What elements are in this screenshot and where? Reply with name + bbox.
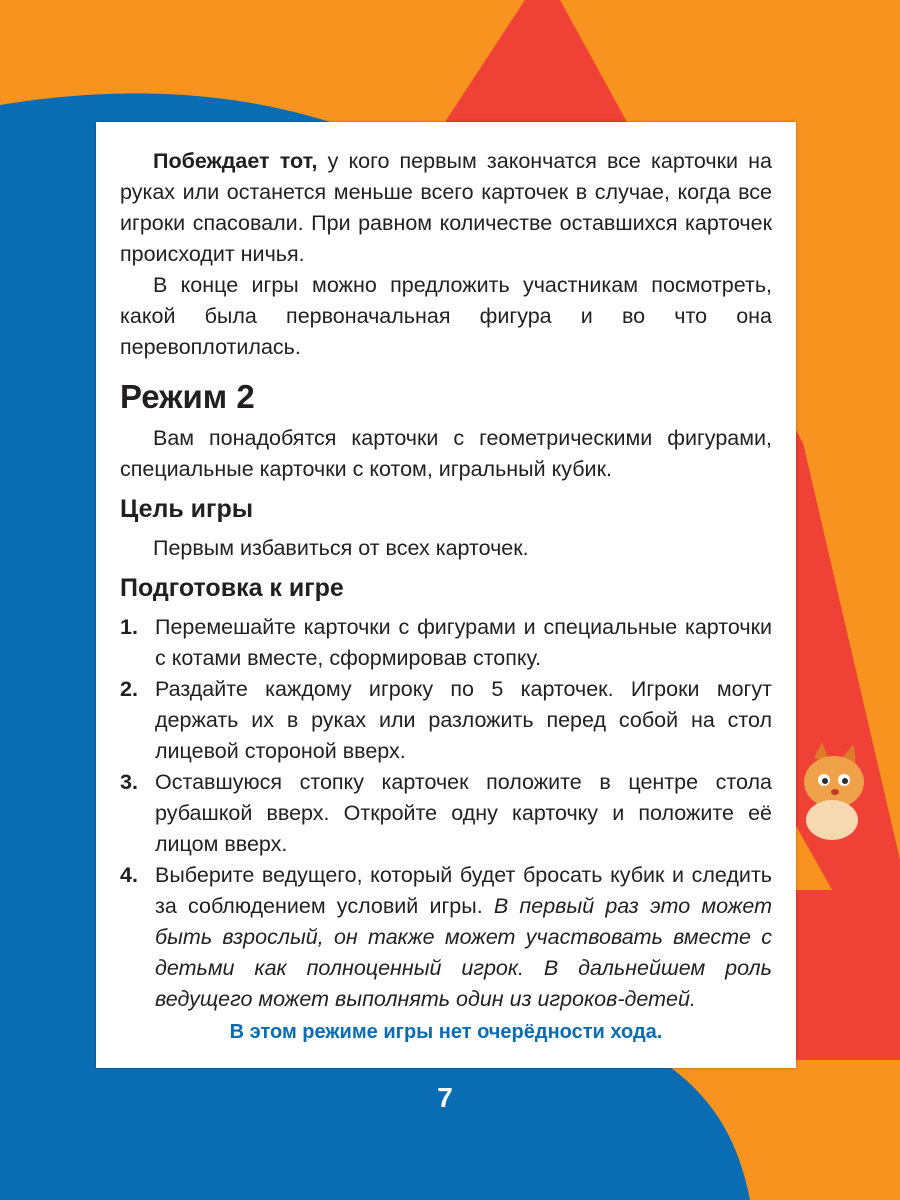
- step-number: 2.: [120, 677, 138, 701]
- cat-illustration: [792, 740, 872, 840]
- page-number: 7: [437, 1082, 453, 1113]
- step-text: Перемешайте карточки с фигурами и специальные карточки с котами вместе, сформировав стопку.: [155, 615, 772, 670]
- materials-paragraph: Вам понадобятся карточки с геометрическими фигурами, специальные карточки с котом, игральный кубик.: [120, 426, 772, 481]
- prep-step: [120, 860, 772, 1015]
- goal-text: Первым избавиться от всех карточек.: [153, 536, 529, 560]
- mode-title: Режим 2: [120, 378, 255, 415]
- step-text: Раздайте каждому игроку по 5 карточек. Игроки могут держать их в руках или разложить перед собой на стол лицевой стороной вверх.: [155, 677, 772, 763]
- text-card: [96, 122, 796, 1068]
- background-blue-bottom: [96, 1060, 750, 1200]
- step-number: 4.: [120, 863, 138, 887]
- prep-step: [120, 612, 772, 674]
- card-content: [120, 146, 772, 1044]
- prep-title: Подготовка к игре: [120, 574, 344, 602]
- turn-order-note: В этом режиме игры нет очерёдности хода.: [229, 1021, 663, 1043]
- step-number: 1.: [120, 615, 138, 639]
- winner-paragraph: [120, 146, 772, 270]
- step-number: 3.: [120, 770, 138, 794]
- step-italic-text: В первый раз это может быть взрослый, он также может участвовать вместе с детьми как полноценный игрок. В дальнейшем роль ведущего может выполнять один из игроков-детей.: [155, 894, 772, 1011]
- step-text: Выберите ведущего, который будет бросать кубик и следить за соблюдением условий игры.: [155, 863, 772, 918]
- end-paragraph: В конце игры можно предложить участникам посмотреть, какой была первоначальная фигура и во что она перевоплотилась.: [120, 273, 772, 359]
- step-text: Оставшуюся стопку карточек положите в центре стола рубашкой вверх. Откройте одну карточку и положите её лицом вверх.: [155, 770, 772, 856]
- prep-steps-list: [120, 612, 772, 1015]
- winner-bold: Побеждает тот,: [153, 149, 318, 173]
- goal-title: Цель игры: [120, 495, 254, 523]
- winner-rest: у кого первым закончатся все карточки на руках или останется меньше всего карточек в случае, когда все игроки спасовали. При равном количестве оставшихся карточек происходит ничья.: [120, 149, 772, 266]
- prep-step: [120, 767, 772, 860]
- prep-step: [120, 674, 772, 767]
